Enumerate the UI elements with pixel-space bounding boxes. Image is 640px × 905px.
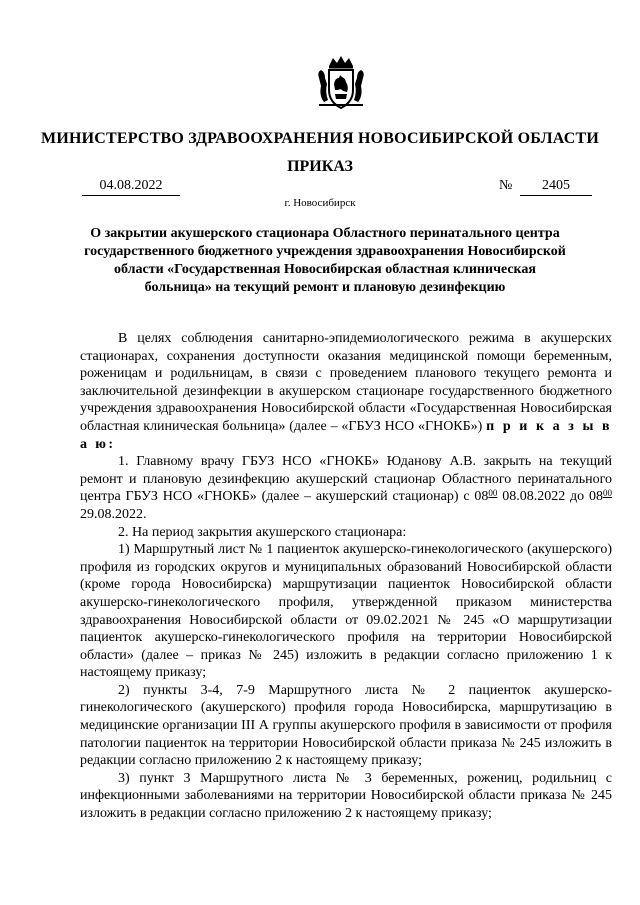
ministry-name: МИНИСТЕРСТВО ЗДРАВООХРАНЕНИЯ НОВОСИБИРСКОЙ ОБЛАСТИ xyxy=(41,130,599,147)
date-start: 08.08.2022 до xyxy=(502,489,585,505)
subitem-3: 3) пункт 3 Маршрутного листа № 3 беременных, рожениц, родильниц с инфекционными заболеваниями на территории Новосибирской области приказа № 245 изложить в редакции согласно приложению 2 к настоящему приказу; xyxy=(80,770,612,822)
city: г. Новосибирск xyxy=(284,197,356,209)
date-end: 29.08.2022. xyxy=(80,506,147,522)
preamble-text: В целях соблюдения санитарно-эпидемиологического режима в акушерских стационарах, сохранения доступности оказания медицинской помощи беременным, роженицам и родильницам, в связи с проведением планового текущего ремонта и заключительной дезинфекции в акушерском стационаре государственного бюджетного учреждения здравоохранения Новосибирской области «Государственная Новосибирская областная клиническая больница» (далее – «ГБУЗ НСО «ГНОКБ») xyxy=(80,331,612,434)
item-1-text: 1. Главному врачу ГБУЗ НСО «ГНОКБ» Юданову А.В. закрыть на текущий ремонт и плановую дезинфекцию акушерский стационар Областного перинатального центра ГБУЗ НСО «ГНОКБ» (далее – акушерский стационар) с xyxy=(80,454,612,505)
item-1 xyxy=(80,453,612,523)
order-body xyxy=(80,330,612,823)
number-sign: № xyxy=(499,178,513,193)
subitem-1: 1) Маршрутный лист № 1 пациенток акушерско-гинекологического (акушерского) профиля из городских округов и муниципальных образований Новосибирской области (кроме города Новосибирска) маршрутизации пациенток Новосибирской области акушерско-гинекологического профиля, утвержденной приказом министерства здравоохранения Новосибирской области от 09.02.2021 № 245 «О маршрутизации пациенток акушерско-гинекологического профиля на территории Новосибирской области» (далее – приказ № 245) изложить в редакции согласно приложению 1 к настоящему приказу; xyxy=(80,542,612,681)
time-start-hour: 08 xyxy=(474,489,489,505)
preamble-paragraph xyxy=(80,330,612,453)
time-start-minutes: 00 xyxy=(488,488,498,499)
order-number: 2405 xyxy=(520,177,592,196)
document-type: ПРИКАЗ xyxy=(287,158,353,175)
time-end-minutes: 00 xyxy=(603,488,613,499)
order-subject: О закрытии акушерского стационара Областного перинатального центра государственного бюджетного учреждения здравоохранения Новосибирской области «Государственная Новосибирская областная клиническая больница» на текущий ремонт и плановую дезинфекцию xyxy=(84,226,566,295)
order-date: 04.08.2022 xyxy=(82,177,180,196)
order-word: п р и к а з ы в а ю: xyxy=(80,418,613,452)
item-2: 2. На период закрытия акушерского стационара: xyxy=(118,524,407,540)
coat-of-arms-icon xyxy=(313,54,369,110)
subitem-2: 2) пункты 3-4, 7-9 Маршрутного листа № 2 пациенток акушерско-гинекологического (акушерского) профиля города Новосибирска, маршрутизацию в медицинские организации III А группы акушерского профиля в зависимости от профиля патологии пациенток на территории Новосибирской области приказа № 245 изложить в редакции согласно приложению 2 к настоящему приказу; xyxy=(80,682,612,769)
time-end-hour: 08 xyxy=(589,489,604,505)
